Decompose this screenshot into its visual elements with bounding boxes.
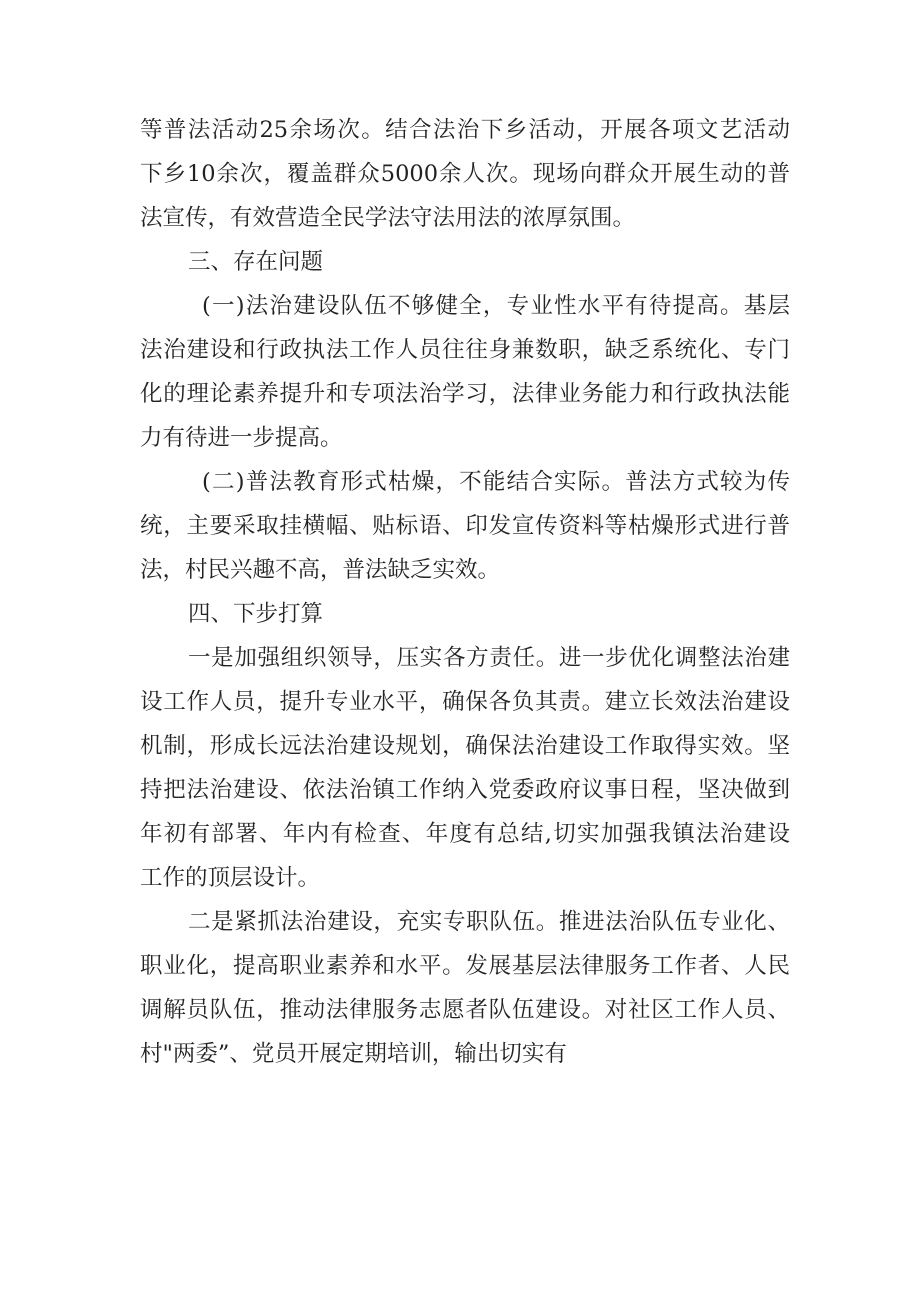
paragraph-line: 法，村民兴趣不高，普法缺乏实效。 — [140, 557, 501, 583]
paragraph-line: 持把法治建设、依法治镇工作纳入党委政府议事日程，坚决做到 — [140, 777, 790, 803]
paragraph-line: 年初有部署、年内有检查、年度有总结,切实加强我镇法治建设 — [140, 821, 790, 847]
section-heading: 四、下步打算 — [188, 601, 324, 627]
paragraph-line: 下乡10余次，覆盖群众5000余人次。现场向群众开展生动的普 — [140, 161, 790, 187]
paragraph-line: 化的理论素养提升和专项法治学习，法律业务能力和行政执法能 — [140, 381, 790, 407]
paragraph-line: 法治建设和行政执法工作人员往往身兼数职，缺乏系统化、专门 — [140, 337, 790, 363]
paragraph-line: 职业化，提高职业素养和水平。发展基层法律服务工作者、人民 — [140, 953, 790, 979]
section-heading: 三、存在问题 — [188, 249, 324, 275]
paragraph-line: 二是紧抓法治建设，充实专职队伍。推进法治队伍专业化、 — [188, 909, 790, 935]
paragraph-line: 等普法活动25余场次。结合法治下乡活动，开展各项文艺活动 — [140, 117, 790, 143]
paragraph-line: 统，主要采取挂横幅、贴标语、印发宣传资料等枯燥形式进行普 — [140, 513, 790, 539]
paragraph-line: 设工作人员，提升专业水平，确保各负其责。建立长效法治建设 — [140, 689, 790, 715]
paragraph-line: 一是加强组织领导，压实各方责任。进一步优化调整法治建 — [188, 645, 790, 671]
paragraph-line: 村"两委”、党员开展定期培训，输出切实有 — [140, 1041, 567, 1067]
paragraph-line: (一)法治建设队伍不够健全，专业性水平有待提高。基层 — [202, 293, 790, 319]
paragraph-line: 调解员队伍，推动法律服务志愿者队伍建设。对社区工作人员、 — [140, 997, 790, 1023]
paragraph-line: 工作的顶层设计。 — [140, 865, 321, 891]
paragraph-line: 机制，形成长远法治建设规划，确保法治建设工作取得实效。坚 — [140, 733, 790, 759]
paragraph-line: 力有待进一步提高。 — [140, 425, 343, 451]
paragraph-line: (二)普法教育形式枯燥，不能结合实际。普法方式较为传 — [202, 469, 790, 495]
paragraph-line: 法宣传，有效营造全民学法守法用法的浓厚氛围。 — [140, 205, 636, 231]
